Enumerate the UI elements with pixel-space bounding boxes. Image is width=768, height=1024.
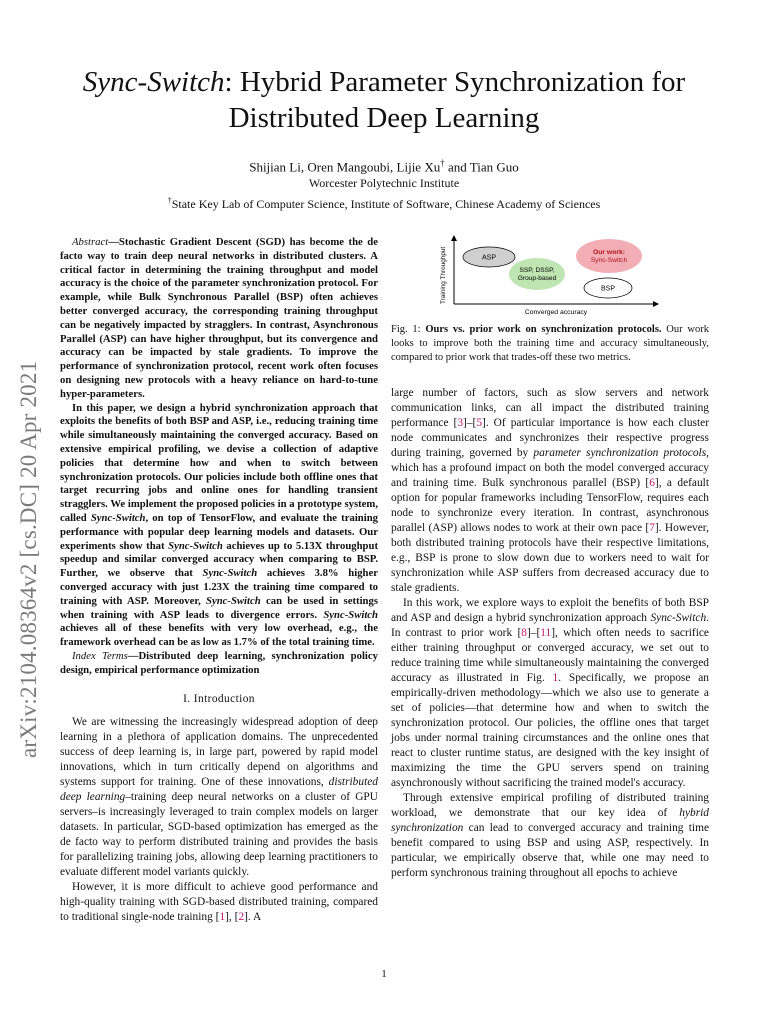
abstract-lead: Abstract (72, 236, 109, 248)
x-axis-label: Converged accuracy (524, 309, 588, 316)
paper-title (40, 64, 728, 136)
right-p2-d: ], which often needs to sacrifice either training throughput or converged accuracy, we set out to reduce training time while simultaneously maintaining the converged accuracy as illustrated in Fig. (391, 627, 709, 684)
index-terms: —Distributed deep learning, synchronization policy design, empirical performance optimization (60, 649, 378, 676)
affiliation-2: State Key Lab of Computer Science, Institute of Software, Chinese Academy of Sciences (171, 197, 601, 212)
citation-link[interactable]: 7 (649, 522, 655, 534)
dagger-mark-affil: † (167, 196, 172, 206)
abstract-p2-b: , on top of TensorFlow, and evaluate the training performance with popular deep learning models and datasets. Our experiments show that (60, 511, 378, 552)
y-axis-label: Training Throughput (440, 246, 447, 304)
abstract-p2-c: achieves up to 5.13X throughput speedup and similar converged accuracy when comparing to BSP. Further, we observe that (60, 539, 378, 580)
ssp-label-line1: SSP, DSSP, (519, 267, 555, 274)
right-p1-a: large number of factors, such as slow servers and network communication links, can all impact the distributed training performance [ (391, 387, 709, 429)
citation-link[interactable]: 1 (219, 910, 226, 923)
right-p1-d: , which has a profound impact on both the model converged accuracy and training time. Bulk synchronous parallel (BSP) [ (391, 447, 710, 489)
right-p1-b: ]–[ (463, 417, 477, 429)
bsp-label: BSP (600, 285, 616, 293)
caption-lead: Fig. 1: (391, 324, 426, 335)
right-p2-b: . In contrast to prior work [ (391, 612, 709, 639)
abstract-p2-d: achieves 3.8% higher converged accuracy with just 1.23X the training time compared to training with ASP. Moreover, (60, 567, 378, 607)
figure-1-diagram (430, 232, 662, 318)
citation-link[interactable]: 8 (521, 627, 527, 639)
arxiv-identifier: arXiv:2104.08364v2 [cs.DC] 20 Apr 2021 (16, 360, 41, 758)
citation-link[interactable]: 11 (540, 627, 552, 639)
author-names-tail: and Tian Guo (444, 159, 519, 175)
citation-link[interactable]: 6 (649, 477, 655, 489)
intro-p1-a: We are witnessing the increasingly widespread adoption of deep learning in a plethora of application domains. The unprecedented success of deep learning is, in large part, powered by rapid model innovations, which in turn critically depend on algorithms and systems support for training. One of these innovations, (60, 715, 378, 788)
our-work-label-line1: Our work: (592, 249, 626, 256)
title-line2: Distributed Deep Learning (228, 102, 540, 134)
abstract-p2-a: In this paper, we design a hybrid synchronization approach that exploits the benefits of both BSP and ASP, i.e., reducing training time while simultaneously maintaining the converged accuracy. Based on extensive empirical profiling, we devise a collection of adaptive policies that determine how and when to switch between synchronization protocols. Our policies include both offline ones that target recurring jobs and online ones for handling transient stragglers. We implement the proposed policies in a prototype system, called (60, 401, 378, 524)
title-line1: : Hybrid Parameter Synchronization for (224, 66, 686, 98)
ssp-region (509, 258, 565, 290)
affiliation-1: Worcester Polytechnic Institute (308, 176, 460, 191)
title-system-name: Sync-Switch (82, 66, 225, 98)
intro-p1-b: –training deep neural networks on a cluster of GPU servers–is increasingly leveraged to train complex models on larger datasets. In particular, SGD-based optimization has emerged as the de facto way to perform distributed training and provides the basis for parallelizing training jobs, allowing deep learning practitioners to evaluate different model variants quickly. (60, 790, 378, 878)
right-p2-a: In this work, we explore ways to exploit the benefits of both BSP and ASP and design a hybrid synchronization approach (391, 597, 709, 624)
ssp-label-line2: Group-based (517, 275, 557, 282)
section-heading-introduction: I. Introduction (183, 692, 255, 705)
right-p3-em: hybrid synchronization (391, 807, 709, 834)
author-names: Shijian Li, Oren Mangoubi, Lijie Xu (249, 159, 441, 175)
right-p1-em: parameter synchronization protocols (533, 447, 707, 459)
system-name: Sync-Switch (202, 567, 258, 580)
abstract-p2-f: achieves all of these benefits with very low overhead, e.g., the framework overhead can be as low as 1.7% of the total training time. (60, 622, 378, 649)
right-p3-b: can lead to converged accuracy and training time benefit compared to using BSP and using ASP, respectively. In particular, we empirically observe that, while one may need to perform synchronous training throughout all epochs to achieve (391, 822, 709, 879)
intro-p2-b: ], [ (225, 910, 239, 923)
abstract-p2-e: can be used in settings when training with ASP leads to divergence errors. (60, 594, 378, 621)
system-name: Sync-Switch (90, 511, 146, 524)
system-name: Sync-Switch (206, 594, 261, 607)
author-block (40, 155, 728, 213)
page-number: 1 (381, 968, 387, 980)
our-work-region (576, 239, 642, 273)
citation-link[interactable]: 5 (476, 417, 483, 429)
intro-p1-em: distributed deep learning (60, 775, 378, 803)
left-column (60, 236, 378, 925)
abstract (60, 236, 378, 678)
intro-p2-c: ]. A (244, 910, 262, 923)
right-p1-e: ], a default option for popular frameworks including TensorFlow, requires each node to synchronize every iteration. In contrast, asynchronous parallel (ASP) allows nodes to work at their own pace [ (391, 477, 709, 534)
right-column (391, 386, 709, 881)
asp-label: ASP (481, 254, 497, 262)
figure-1-caption (391, 323, 709, 365)
abstract-p1: —Stochastic Gradient Descent (SGD) has become the de facto way to train deep neural networks in distributed clusters. A critical factor in determining the training throughput and model accuracy is the choice of the parameter synchronization protocol. For example, while Bulk Synchronous Parallel (BSP) often achieves better converged accuracy, the corresponding training throughput can be negatively impacted by stragglers. In contrast, Asynchronous Parallel (ASP) can have higher throughput, but its convergence and accuracy can be impacted by stale gradients. To improve the performance of synchronization protocol, recent work often focuses on designing new protocols with a heavy reliance on hard-to-tune hyper-parameters. (60, 236, 378, 400)
caption-rest: Our work looks to improve both the training time and accuracy simultaneously, compared to prior work that trades-off these two metrics. (391, 324, 709, 363)
right-p3-a: Through extensive empirical profiling of distributed training workload, we demonstrate that our key idea of (391, 792, 709, 819)
right-p2-em: Sync-Switch (650, 612, 707, 624)
right-p2-e: . Specifically, we propose an empirically-driven methodology—which we also use to generate a set of policies—that determine how and when to switch the synchronization protocol. Our policies, the offline ones that target jobs under normal training circumstances and the online ones that react to cluster runtime status, are designed with the key insight of maximizing the time the GPU servers spend on training asynchronously without sacrificing the trained model's accuracy. (391, 672, 709, 789)
right-p2-c: ]–[ (526, 627, 541, 639)
right-p1-f: ]. However, both distributed training protocols have their respective limitations, e.g., BSP is prone to slow down due to workers need to wait for synchronization while ASP suffers from decreased accuracy due to stale gradients. (391, 522, 709, 594)
figure-reference-link[interactable]: 1 (552, 672, 559, 684)
index-terms-lead: Index Terms (72, 649, 128, 662)
dagger-mark: † (440, 158, 445, 168)
right-p1-c: ]. Of particular importance is how each cluster node communicates and synchronizes their respective progress during training, governed by (391, 417, 709, 459)
citation-link[interactable]: 3 (457, 417, 464, 429)
citation-link[interactable]: 2 (238, 910, 245, 923)
system-name: Sync-Switch (323, 608, 378, 621)
caption-bold: Ours vs. prior work on synchronization protocols. (425, 324, 662, 335)
our-work-label-line2: Sync-Switch (590, 257, 628, 264)
intro-p2-a: However, it is more difficult to achieve good performance and high-quality training with SGD-based distributed training, compared to traditional single-node training [ (60, 880, 378, 923)
system-name: Sync-Switch (168, 539, 223, 552)
